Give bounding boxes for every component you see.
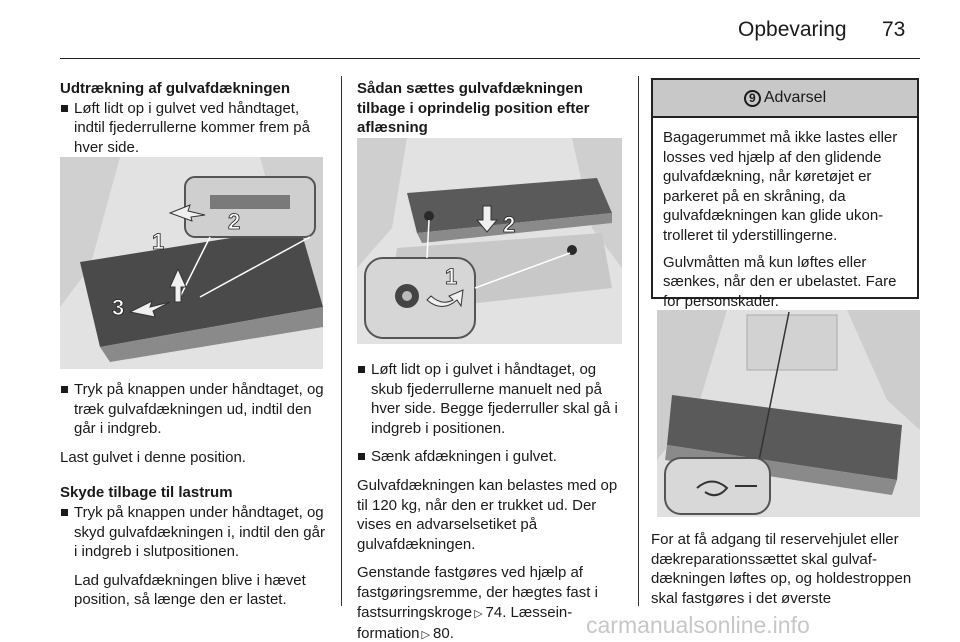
body-text: .: [449, 625, 454, 642]
column-3-lower: [651, 530, 926, 608]
body-paragraph: Last gulvet i denne position.: [60, 448, 246, 466]
column-1-lower: [60, 380, 330, 610]
page-number: 73: [882, 18, 906, 41]
body-paragraph: Gulvafdækningen kan belastes med op til 120 kg, når den er trukket ud. Der vises en advarselsetiket på gulvafdækningen.: [357, 476, 618, 553]
bullet-continuation: Lad gulvafdækningen blive i hævet position, så længe den er lastet.: [74, 571, 306, 609]
header-rule: [60, 58, 920, 59]
warning-header: [653, 80, 917, 118]
column-2-lower: [357, 360, 627, 642]
page-reference-link[interactable]: ▷ 80: [420, 625, 450, 642]
body-text: Genstande fastgøres ved hjælp af fastgøringsremme, der hægtes fast i fastsurringskroge: [357, 564, 598, 621]
warning-box: [651, 78, 919, 310]
callout-3: 3: [112, 295, 125, 320]
warning-title: Advarsel: [763, 89, 827, 106]
callout-2: 2: [228, 209, 241, 234]
warning-body: [653, 118, 917, 311]
body-paragraph: For at få adgang til reservehjulet eller dækreparationssættet skal gulvafdækningen løftes op, og holdestroppen skal fastgøres i det øverste: [651, 531, 912, 607]
watermark: carmanualsonline.info: [586, 612, 810, 638]
figure-floor-return: [357, 138, 622, 344]
bullet-item: Tryk på knappen under håndtaget, og skyd gulvafdækningen i, indtil den går i indgreb i slutpositionen.: [60, 503, 330, 562]
column-2: [357, 79, 627, 138]
callout-2: 2: [503, 212, 516, 237]
section-heading: Udtrækning af gulvafdækningen: [60, 80, 291, 97]
figure-spare-wheel: [657, 310, 920, 517]
callout-1: 1: [445, 264, 458, 289]
page-reference-link[interactable]: ▷ 74: [472, 604, 502, 621]
bullet-item: Løft lidt op i gulvet ved håndtaget, indtil fjederrullerne kommer frem på hver side.: [60, 99, 330, 158]
bullet-item: Sænk afdækningen i gulvet.: [357, 447, 627, 467]
warning-text: Bagagerummet må ikke lastes eller losses ved hjælp af den glidende gulvafdækning, når køretøjet er parkeret på en skråning, da gulvafdækningen kan glide ukontrolleret til yderstillingerne.: [663, 129, 898, 244]
warning-icon: 9: [744, 90, 761, 107]
bullet-item: Tryk på knappen under håndtaget, og træk gulvafdækningen ud, indtil den går i indgreb.: [60, 380, 330, 439]
body-text: . Læsseinformation: [357, 603, 573, 642]
warning-text: Gulvmåtten må kun løftes eller sænkes, når den er ubelastet. Fare for personskader.: [663, 253, 897, 310]
page-title: Opbevaring: [738, 18, 847, 41]
callout-1: 1: [152, 229, 165, 254]
section-heading: Skyde tilbage til lastrum: [60, 484, 233, 502]
section-heading: Sådan sættes gulvafdækningen tilbage i oprindelig position efter aflæsning: [357, 80, 590, 137]
column-1: [60, 79, 330, 157]
column-divider: [341, 76, 342, 606]
column-divider: [638, 76, 639, 606]
bullet-item: Løft lidt op i gulvet i håndtaget, og skub fjederrullerne manuelt ned på hver side. Begge fjederruller skal gå i indgreb i positionen.: [357, 360, 627, 438]
figure-floor-extract: [60, 157, 323, 369]
